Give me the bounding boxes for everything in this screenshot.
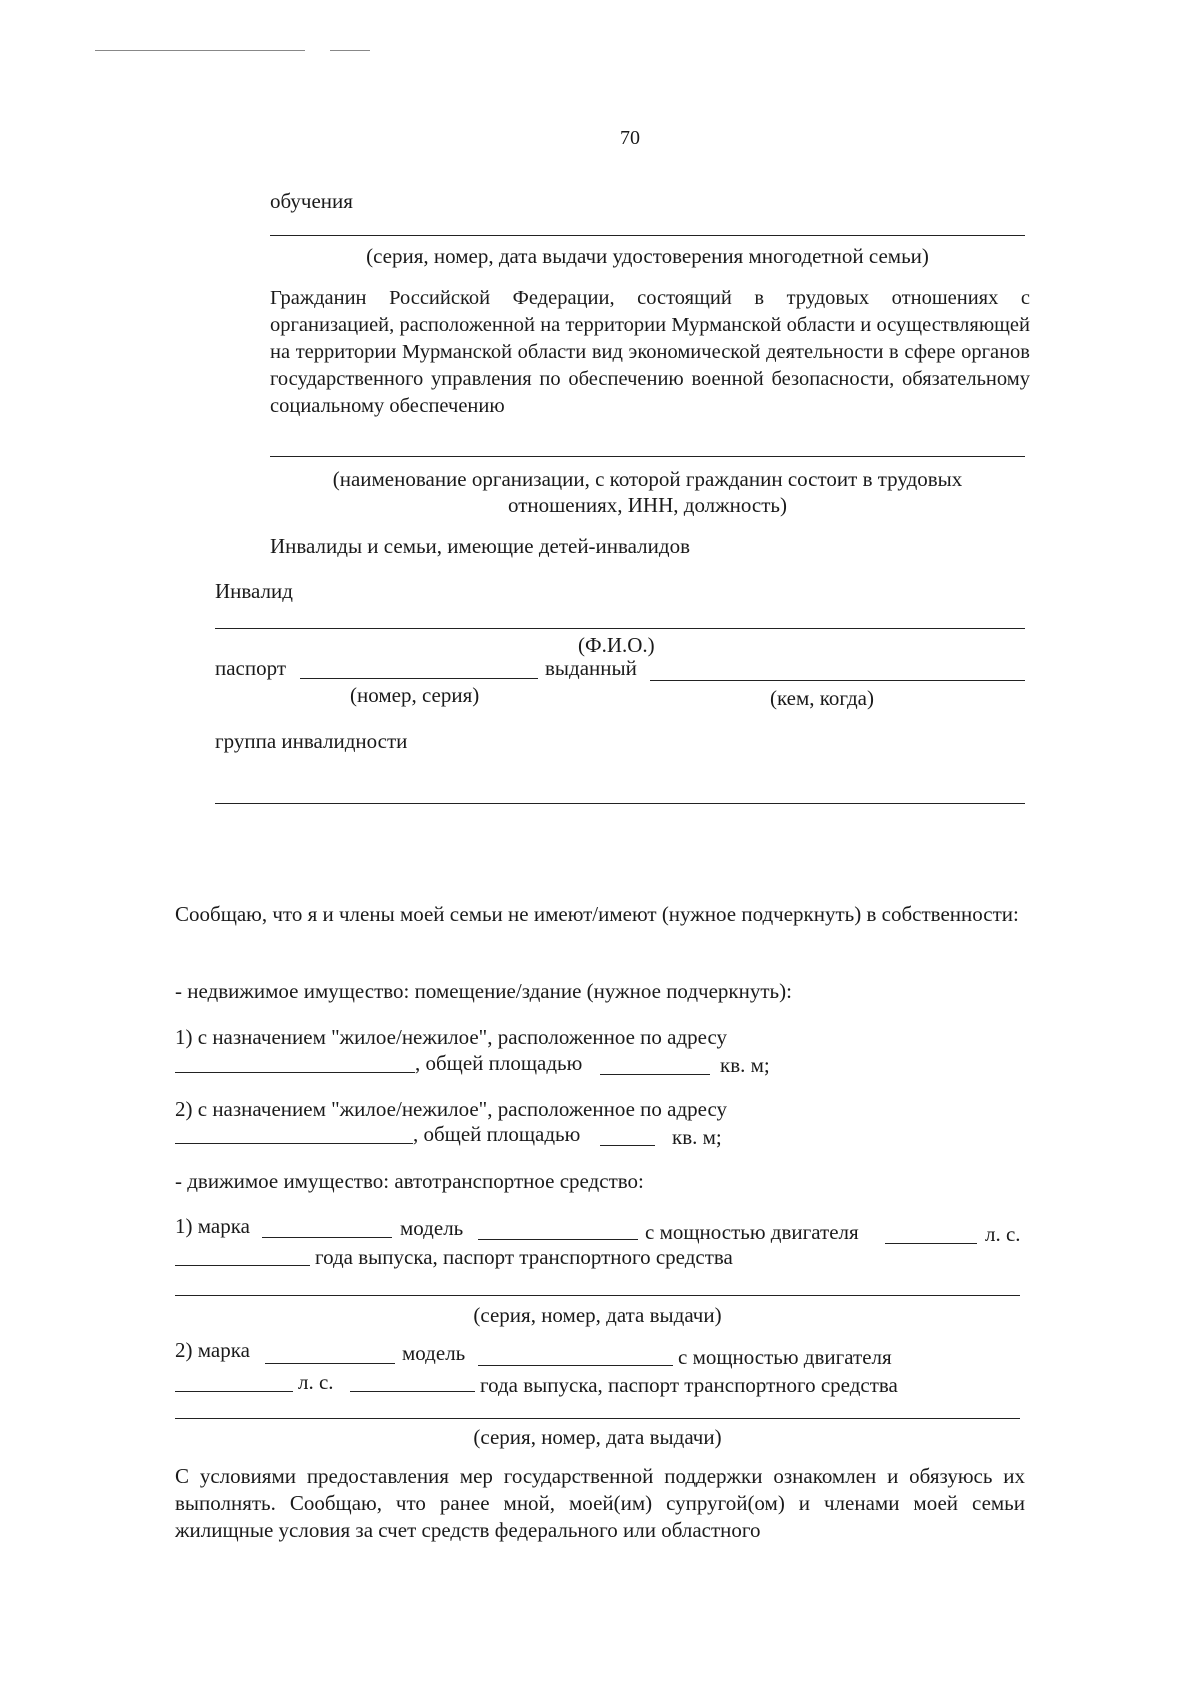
vehicle2-brand-label: 2) марка xyxy=(175,1338,250,1362)
vehicle1-year-line[interactable] xyxy=(175,1265,310,1266)
organization-caption-line1: (наименование организации, с которой гражданин состоит в трудовых xyxy=(332,467,963,491)
vehicle2-power-line[interactable] xyxy=(175,1391,293,1392)
fio-caption: (Ф.И.О.) xyxy=(578,633,655,657)
passport-number-line[interactable] xyxy=(300,678,538,679)
scan-artifact-line xyxy=(95,50,305,51)
by-whom-when-caption: (кем, когда) xyxy=(770,686,874,710)
movable-heading: - движимое имущество: автотранспортное средство: xyxy=(175,1169,644,1193)
vehicle2-passport-caption: (серия, номер, дата выдачи) xyxy=(473,1425,722,1449)
vehicle1-passport-line[interactable] xyxy=(175,1295,1020,1296)
number-series-caption: (номер, серия) xyxy=(350,683,480,707)
item1-address-line[interactable] xyxy=(175,1072,415,1073)
certificate-field-line[interactable] xyxy=(270,235,1025,236)
organization-field-line[interactable] xyxy=(270,456,1025,457)
property-intro: Сообщаю, что я и члены моей семьи не имеют/имеют (нужное подчеркнуть) в собственности: xyxy=(175,902,1019,926)
issued-label: выданный xyxy=(545,656,637,680)
vehicle2-model-label: модель xyxy=(402,1341,466,1365)
scan-artifact-line xyxy=(330,50,370,51)
vehicle1-year-label: года выпуска, паспорт транспортного средства xyxy=(315,1245,733,1269)
closing-paragraph: С условиями предоставления мер государственной поддержки ознакомлен и обязуюсь их выполнять. Сообщаю, что ранее мной, моей(им) супругой(ом) и членами моей семьи жилищные условия за счет средств федерального или областного xyxy=(175,1464,1025,1542)
certificate-caption: (серия, номер, дата выдачи удостоверения многодетной семьи) xyxy=(366,244,929,268)
vehicle2-year-line[interactable] xyxy=(350,1391,475,1392)
vehicle2-hp-unit: л. с. xyxy=(298,1370,334,1394)
disabled-person-label: Инвалид xyxy=(215,579,293,603)
issued-by-line[interactable] xyxy=(650,680,1025,681)
real-estate-heading: - недвижимое имущество: помещение/здание (нужное подчеркнуть): xyxy=(175,979,792,1003)
item1-unit: кв. м; xyxy=(720,1053,770,1077)
vehicle1-power-line[interactable] xyxy=(885,1243,977,1244)
real-estate-item2-line1: 2) с назначением "жилое/нежилое", расположенное по адресу xyxy=(175,1097,728,1121)
vehicle1-model-line[interactable] xyxy=(478,1239,638,1240)
item1-area-label: , общей площадью xyxy=(415,1051,583,1075)
vehicle1-hp-unit: л. с. xyxy=(985,1222,1021,1246)
item1-area-line[interactable] xyxy=(600,1074,710,1075)
item2-unit: кв. м; xyxy=(672,1125,722,1149)
vehicle2-passport-line[interactable] xyxy=(175,1418,1020,1419)
vehicle1-passport-caption: (серия, номер, дата выдачи) xyxy=(473,1303,722,1327)
item2-address-line[interactable] xyxy=(175,1143,413,1144)
vehicle1-brand-line[interactable] xyxy=(262,1237,392,1238)
vehicle2-brand-line[interactable] xyxy=(265,1363,395,1364)
passport-label: паспорт xyxy=(215,656,287,680)
military-employee-paragraph: Гражданин Российской Федерации, состоящий в трудовых отношениях с организацией, расположенной на территории Мурманской области и осуществляющей на территории Мурманской области вид экономической деятельности в сфере органов государственного управления по обеспечению военной безопасности, обязательному социальному обеспечению xyxy=(270,287,1030,417)
organization-caption-line2: отношениях, ИНН, должность) xyxy=(508,493,787,517)
field-label-training: обучения xyxy=(270,189,353,213)
item2-area-line[interactable] xyxy=(600,1145,655,1146)
page-number: 70 xyxy=(620,127,640,149)
disability-group-label: группа инвалидности xyxy=(215,729,408,753)
vehicle1-brand-label: 1) марка xyxy=(175,1214,250,1238)
real-estate-item1-line1: 1) с назначением "жилое/нежилое", расположенное по адресу xyxy=(175,1025,728,1049)
vehicle1-model-label: модель xyxy=(400,1216,464,1240)
fio-field-line[interactable] xyxy=(215,628,1025,629)
vehicle2-model-line[interactable] xyxy=(478,1365,673,1366)
item2-area-label: , общей площадью xyxy=(413,1122,581,1146)
disabled-heading: Инвалиды и семьи, имеющие детей-инвалидов xyxy=(270,534,690,558)
vehicle1-power-label: с мощностью двигателя xyxy=(645,1220,859,1244)
vehicle2-year-label: года выпуска, паспорт транспортного средства xyxy=(480,1373,898,1397)
vehicle2-power-label: с мощностью двигателя xyxy=(678,1345,892,1369)
disability-group-line[interactable] xyxy=(215,803,1025,804)
